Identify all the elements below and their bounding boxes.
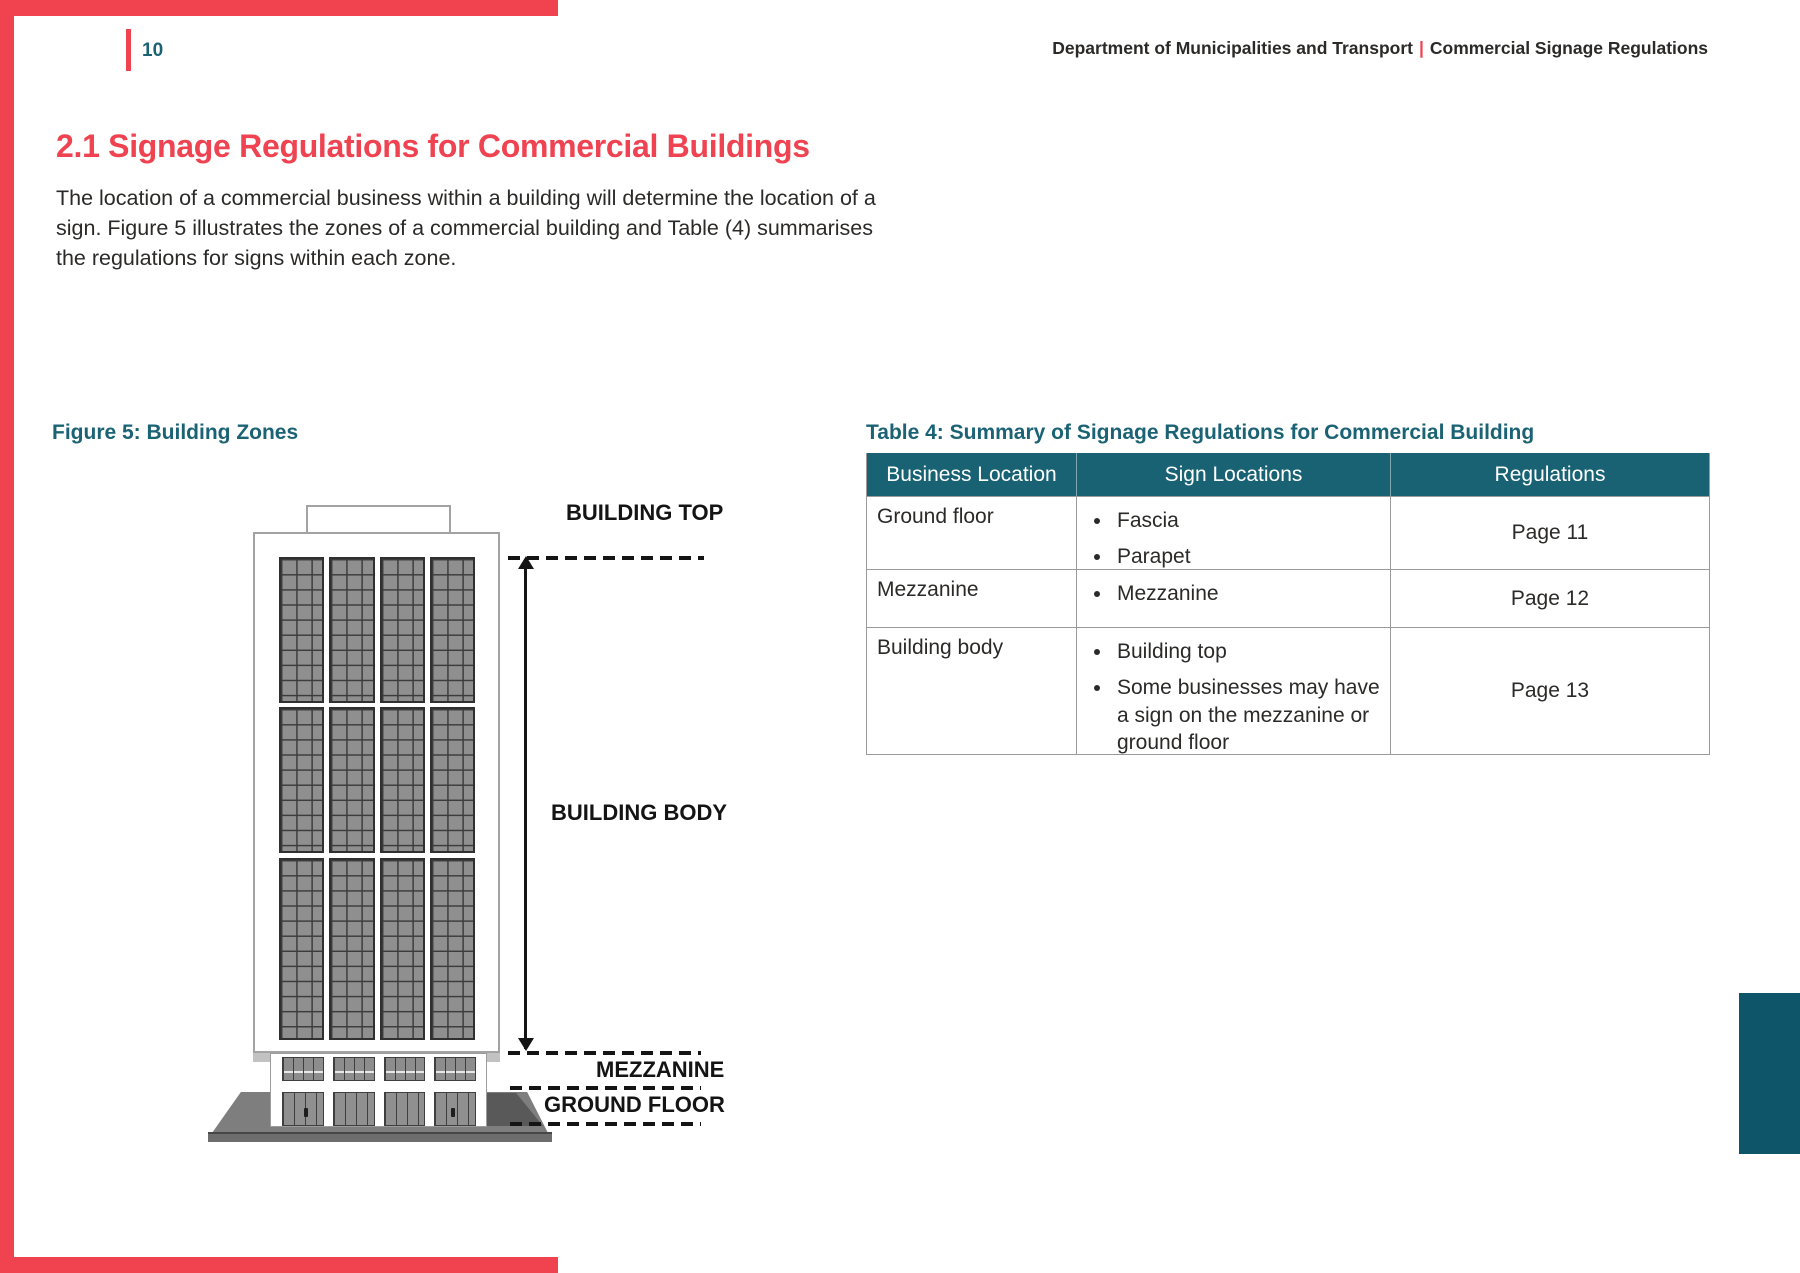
window-group [279, 557, 324, 703]
signage-regulations-table [866, 453, 1710, 755]
frame-left-bar [0, 0, 14, 1273]
ground-level-boundary-dashed-line [510, 1122, 701, 1126]
sign-location-item: • Building top [1113, 638, 1390, 665]
table-caption: Table 4: Summary of Signage Regulations for Commercial Building [866, 421, 1535, 444]
mezzanine-window-group [384, 1057, 426, 1081]
intro-line-3: the regulations for signs within each zone. [56, 246, 457, 270]
tower-ledge-left [253, 1053, 270, 1062]
page-edge-teal-block [1739, 993, 1800, 1154]
section-title: 2.1 Signage Regulations for Commercial Buildings [56, 128, 810, 164]
building-top-boundary-dashed-line [508, 556, 704, 560]
window-group [380, 858, 425, 1040]
column-header-sign-locations: Sign Locations [1076, 453, 1390, 496]
frame-top-bar [0, 0, 558, 16]
cell-sign-locations [1076, 569, 1390, 627]
intro-paragraph [56, 183, 876, 273]
page-number-accent-bar [126, 29, 131, 71]
storefront-glass [384, 1092, 426, 1126]
label-building-top: BUILDING TOP [566, 500, 724, 525]
arrowhead-down-icon [518, 1038, 534, 1051]
header-separator: | [1418, 38, 1424, 58]
header-document-title: Commercial Signage Regulations [1429, 38, 1708, 58]
sign-location-item: • Parapet [1113, 543, 1390, 570]
storefront-glass [333, 1092, 375, 1126]
mezzanine-window-group [282, 1057, 324, 1081]
window-group [329, 557, 374, 703]
window-band-lower [279, 858, 475, 1040]
running-header [1052, 38, 1708, 59]
storefront-glass [282, 1092, 324, 1126]
window-group [279, 707, 324, 853]
window-group [430, 858, 475, 1040]
window-group [430, 707, 475, 853]
header-department: Department of Municipalities and Transport [1052, 38, 1413, 58]
cell-business-location: Mezzanine [867, 569, 1076, 627]
window-group [329, 707, 374, 853]
storefront-glass [434, 1092, 476, 1126]
label-ground-floor: GROUND FLOOR [544, 1092, 725, 1117]
sign-location-item: • Some businesses may have a sign on the mezzanine or ground floor [1113, 674, 1390, 756]
window-band-upper [279, 557, 475, 703]
cell-regulations-page: Page 13 [1390, 627, 1709, 754]
window-group [430, 557, 475, 703]
label-mezzanine: MEZZANINE [596, 1057, 725, 1082]
mezzanine-window-group [333, 1057, 375, 1081]
mezzanine-top-boundary-dashed-line [508, 1051, 701, 1055]
figure-caption: Figure 5: Building Zones [52, 421, 299, 444]
column-header-regulations: Regulations [1390, 453, 1709, 496]
building-roof-penthouse [306, 505, 451, 535]
mezzanine-window-group [434, 1057, 476, 1081]
sign-location-item: • Mezzanine [1113, 580, 1390, 607]
window-group [279, 858, 324, 1040]
column-header-business-location: Business Location [867, 453, 1076, 496]
door-handle [451, 1108, 455, 1117]
cell-business-location: Building body [867, 627, 1076, 754]
intro-line-2: sign. Figure 5 illustrates the zones of a commercial building and Table (4) summarises [56, 216, 873, 240]
cell-business-location: Ground floor [867, 496, 1076, 569]
intro-line-1: The location of a commercial business within a building will determine the location of a [56, 186, 876, 210]
frame-bottom-bar [0, 1257, 558, 1273]
window-band-middle [279, 707, 475, 853]
window-group [329, 858, 374, 1040]
door-handle [304, 1108, 308, 1117]
building-base-strip [208, 1132, 552, 1142]
cell-sign-locations [1076, 627, 1390, 754]
window-group [380, 557, 425, 703]
sign-location-item: • Fascia [1113, 507, 1390, 534]
page-number: 10 [142, 40, 164, 61]
cell-sign-locations [1076, 496, 1390, 569]
window-group [380, 707, 425, 853]
cell-regulations-page: Page 12 [1390, 569, 1709, 627]
ground-floor-storefronts [282, 1092, 476, 1126]
label-building-body: BUILDING BODY [551, 800, 727, 825]
cell-regulations-page: Page 11 [1390, 496, 1709, 569]
ground-floor-top-boundary-dashed-line [510, 1086, 701, 1090]
mezzanine-windows [282, 1057, 476, 1081]
building-body-extent-arrow [524, 565, 527, 1049]
